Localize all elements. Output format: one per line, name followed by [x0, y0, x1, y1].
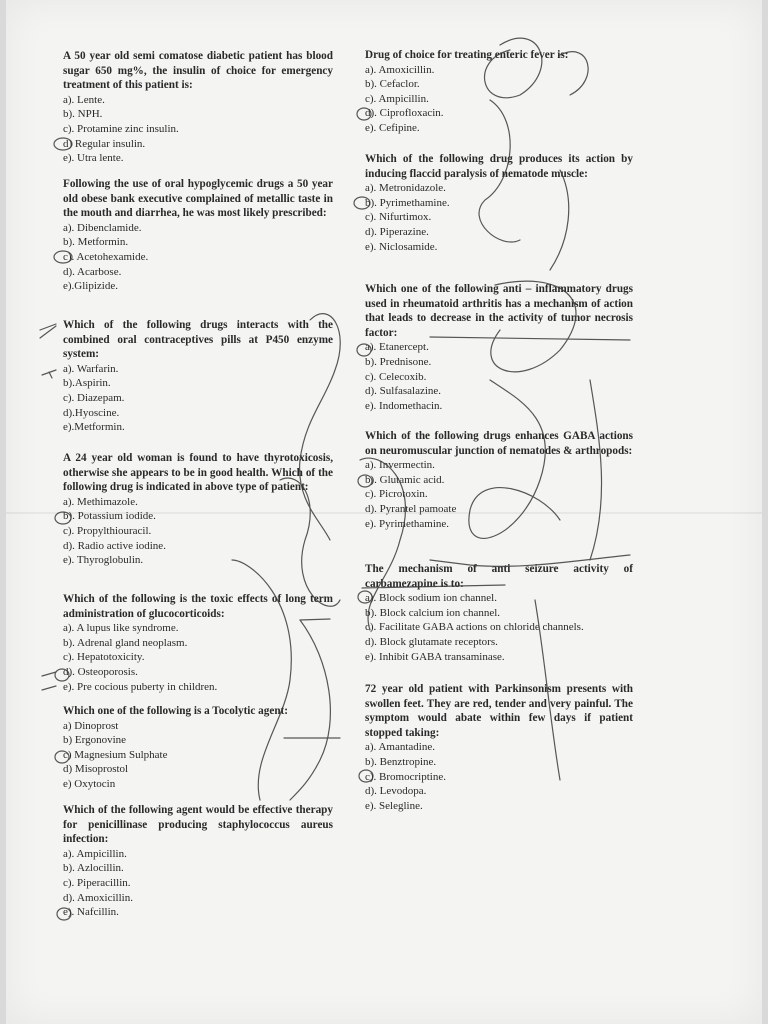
question-12 — [365, 562, 633, 664]
option-b: b). Prednisone. — [365, 355, 432, 368]
option-d: d) Regular insulin. — [63, 137, 146, 150]
option-d: d). Radio active iodine. — [63, 539, 166, 552]
option-b: b). Glutamic acid. — [365, 473, 445, 486]
option-e: e). Nafcillin. — [63, 906, 119, 919]
option-e: e).Metformin. — [63, 421, 125, 434]
option-a: a). Lente. — [63, 93, 105, 106]
option-e: e). Niclosamide. — [365, 240, 438, 253]
option-c: c). Propylthiouracil. — [63, 524, 152, 537]
option-b: b). Azlocillin. — [63, 862, 124, 875]
option-c: c). Ampicillin. — [365, 92, 429, 105]
option-e: e). Pyrimethamine. — [365, 517, 450, 530]
question-stem: 72 year old patient with Parkinsonism presents with swollen feet. They are red, tender and very painful. The symptom would abate within few days if patient stopped taking: — [365, 683, 633, 739]
question-stem: Drug of choice for treating enteric fever is: — [365, 49, 569, 61]
option-b: b) Ergonovine — [63, 734, 127, 747]
option-e: e). Pre cocious puberty in children. — [63, 680, 218, 693]
option-a: a) Dinoprost — [63, 719, 119, 732]
option-a: a). A lupus like syndrome. — [63, 622, 179, 635]
option-c: c) Magnesium Sulphate — [63, 748, 168, 761]
question-stem: Which of the following drug produces its action by inducing flaccid paralysis of nematode muscle: — [365, 153, 633, 180]
question-stem: Which one of the following is a Tocolytic agent: — [63, 705, 288, 717]
option-c: c). Hepatotoxicity. — [63, 651, 145, 664]
question-6 — [63, 704, 333, 792]
option-b: b). Metformin. — [63, 236, 129, 249]
option-e: e). Indomethacin. — [365, 399, 443, 412]
option-a: a). Dibenclamide. — [63, 221, 142, 234]
option-c: c). Facilitate GABA actions on chloride channels. — [365, 621, 584, 634]
question-7 — [63, 803, 333, 920]
option-e: e). Utra lente. — [63, 152, 124, 165]
option-e: e). Cefipine. — [365, 121, 420, 134]
option-d: d). Piperazine. — [365, 225, 429, 238]
option-e: e) Oxytocin — [63, 777, 116, 790]
option-d: d). Osteoporosis. — [63, 665, 138, 678]
option-e: e). Thyroglobulin. — [63, 554, 144, 567]
option-e: e). Selegline. — [365, 799, 423, 812]
question-10 — [365, 282, 633, 413]
question-3 — [63, 318, 333, 435]
question-11 — [365, 429, 633, 531]
option-b: b). Pyrimethamine. — [365, 196, 450, 209]
option-c: c). Celecoxib. — [365, 370, 427, 383]
option-c: c). Nifurtimox. — [365, 211, 432, 224]
option-a: a). Etanercept. — [365, 341, 429, 354]
option-a: a). Metronidazole. — [365, 182, 446, 195]
option-a: a). Invermectin. — [365, 459, 435, 472]
question-stem: A 50 year old semi comatose diabetic patient has blood sugar 650 mg%, the insulin of choice for emergency treatment of this patient is: — [63, 50, 333, 92]
question-stem: The mechanism of anti seizure activity of carbamezapine is to: — [365, 563, 633, 590]
question-4 — [63, 451, 333, 568]
option-c: c). Protamine zinc insulin. — [63, 122, 179, 135]
option-b: b). Adrenal gland neoplasm. — [63, 636, 188, 649]
option-d: d). Block glutamate receptors. — [365, 635, 498, 648]
option-b: b). NPH. — [63, 108, 103, 121]
question-stem: Which of the following is the toxic effects of long term administration of glucocorticoids: — [63, 593, 333, 620]
question-8 — [365, 48, 633, 136]
question-stem: Which of the following drugs interacts with the combined oral contraceptives pills at P450 enzyme system: — [63, 319, 333, 361]
option-a: a). Ampicillin. — [63, 847, 127, 860]
question-2 — [63, 177, 333, 294]
option-b: b). Benztropine. — [365, 755, 437, 768]
option-d: d). Pyrantel pamoate — [365, 502, 457, 515]
option-b: b). Cefaclor. — [365, 78, 420, 91]
option-a: a). Methimazole. — [63, 495, 138, 508]
option-c: c). Diazepam. — [63, 391, 125, 404]
option-b: b). Potassium iodide. — [63, 510, 156, 523]
option-a: a). Warfarin. — [63, 362, 119, 375]
option-d: d) Misoprostol — [63, 763, 129, 776]
option-d: d). Ciprofloxacin. — [365, 107, 444, 120]
option-a: a). Block sodium ion channel. — [365, 592, 497, 605]
question-stem: Which of the following agent would be effective therapy for penicillinase producing staphylococcus aureus infection: — [63, 804, 333, 846]
option-b: b). Block calcium ion channel. — [365, 606, 501, 619]
option-c: c). Picrotoxin. — [365, 488, 428, 501]
option-c: c). Bromocriptine. — [365, 770, 446, 783]
question-13 — [365, 682, 633, 813]
question-stem: A 24 year old woman is found to have thyrotoxicosis, otherwise she appears to be in good health. Which of the following drug is indicated in above type of patient: — [63, 452, 333, 494]
option-d: d). Acarbose. — [63, 265, 122, 278]
question-1 — [63, 49, 333, 166]
option-c: c). Acetohexamide. — [63, 250, 149, 263]
option-d: d). Sulfasalazine. — [365, 385, 442, 398]
question-5 — [63, 592, 333, 694]
question-9 — [365, 152, 633, 254]
option-c: c). Piperacillin. — [63, 876, 131, 889]
option-a: a). Amoxicillin. — [365, 63, 435, 76]
question-stem: Following the use of oral hypoglycemic drugs a 50 year old obese bank executive complained of metallic taste in the mouth and diarrhea, he was most likely prescribed: — [63, 178, 333, 220]
option-b: b).Aspirin. — [63, 377, 111, 390]
question-stem: Which of the following drugs enhances GABA actions on neuromuscular junction of nematodes & arthropods: — [365, 430, 633, 457]
option-d: d). Amoxicillin. — [63, 891, 133, 904]
option-d: d).Hyoscine. — [63, 406, 120, 419]
option-e: e).Glipizide. — [63, 280, 118, 293]
option-d: d). Levodopa. — [365, 785, 427, 798]
exam-paper — [6, 0, 762, 1024]
option-e: e). Inhibit GABA transaminase. — [365, 650, 505, 663]
option-a: a). Amantadine. — [365, 741, 435, 754]
question-stem: Which one of the following anti – inflammatory drugs used in rheumatoid arthritis has a mechanism of action that leads to decrease in the activity of tumor necrosis factor: — [365, 283, 633, 339]
